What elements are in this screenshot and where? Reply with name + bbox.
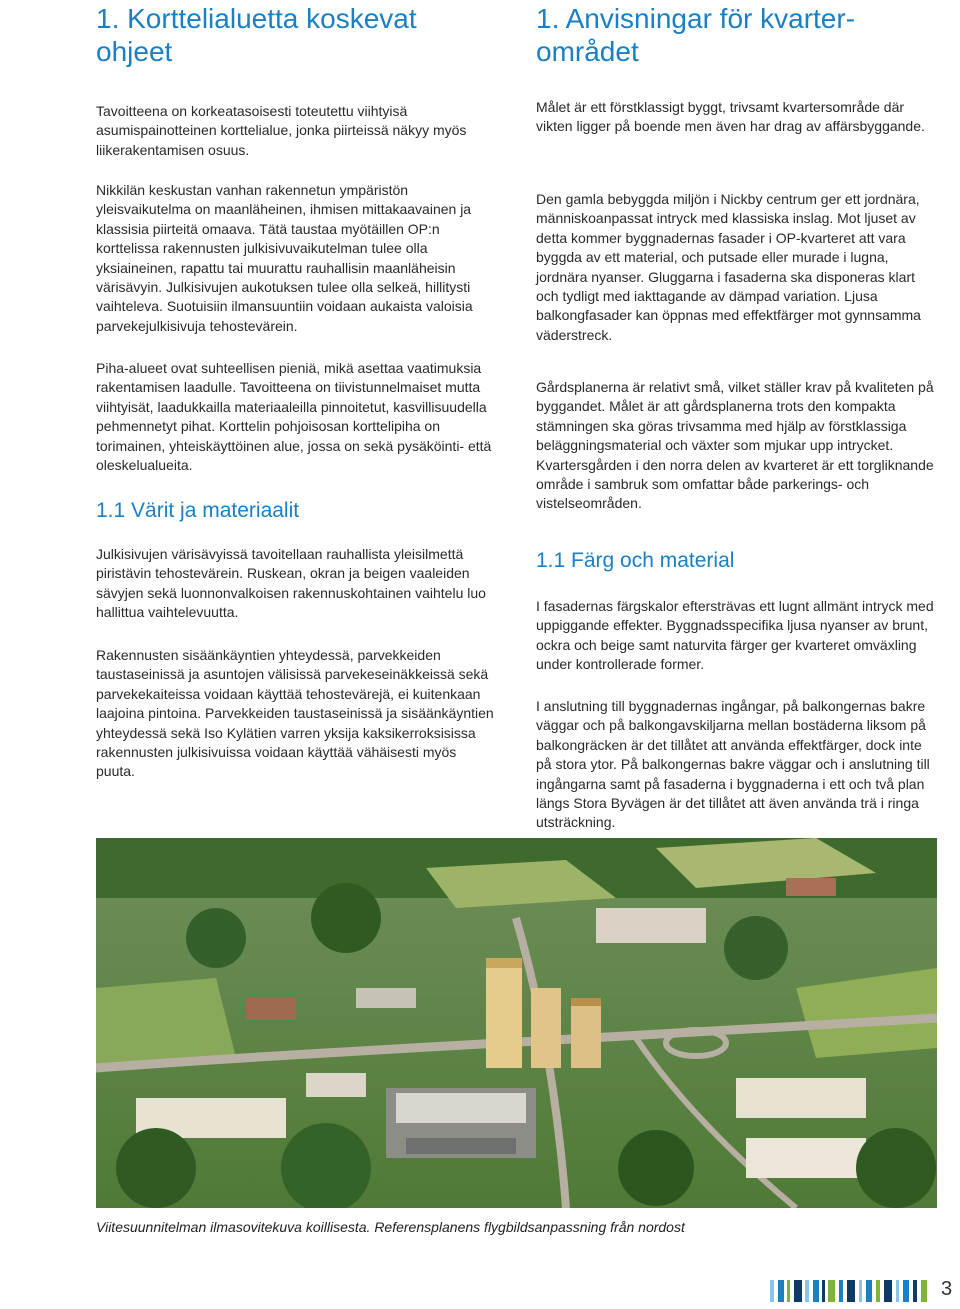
finnish-intro: Tavoitteena on korkeatasoisesti toteutettu viihtyisä asumispainotteinen korttelialue, jonka piirteissä näkyy myös liikerakentamisen osuus. — [96, 103, 467, 158]
swedish-intro: Målet är ett förstklassigt byggt, trivsamt kvartersområde där vikten ligger på boende men även har drag av affärsbyggande. — [536, 99, 925, 135]
swedish-paragraph-2: Gårdsplanerna är relativt små, vilket ställer krav på kvaliteten på byggandet. Målet är att gårdsplanerna trots den kompakta stämningen ska göras trivsamma med hjälp av förstklassiga beläggningsmaterial och växter som mjukar upp intrycket. Kvartersgården i den norra delen av kvarteret är ett torgliknande område i sambruk som omfattar både parkerings- och vistelseområden. — [536, 379, 934, 512]
finnish-paragraph-4: Rakennusten sisäänkäyntien yhteydessä, parvekkeiden taustaseinissä ja asuntojen välisissä parvekeseinäkkeissä sekä parvekekaiteissa voidaan käyttää tehostevärejä, ei kuitenkaan laajoina pintoina. Parvekkeiden taustaseinissä ja sisäänkäyntien yhteydessä sekä Iso Kylätien varren yksija kaksikerroksisissa rakennusten julkisivuissa voidaan käyttää vähäisesti myös puuta. — [96, 647, 494, 780]
finnish-title: 1. Korttelialuetta koskevat ohjeet — [96, 3, 417, 67]
swedish-subtitle: 1.1 Färg och material — [536, 549, 735, 572]
swedish-paragraph-4: I anslutning till byggnadernas ingångar, på balkongernas bakre väggar och på balkongavskiljarna mellan bostäderna liksom på balkongräcken är det tillåtet att använda effektfärger, dock inte på stora ytor. På balkongernas bakre väggar och i anslutning till ingångarna samt på fasaderna i byggnaderna i ett och två plan längs Stora Byvägen är det tillåtet att även använda trä i ringa utsträckning. — [536, 698, 930, 831]
finnish-subtitle: 1.1 Värit ja materiaalit — [96, 499, 300, 522]
page-number: 3 — [941, 1278, 953, 1300]
decorative-bar-strip — [770, 1280, 940, 1302]
swedish-paragraph-1: Den gamla bebyggda miljön i Nickby centrum ger ett jordnära, människoanpassat intryck med klassiska inslag. Mot ljuset av detta kommer byggnadernas fasader i OP-kvarteret att vara byggda av ett material, och putsade eller murade i lugna, jordnära nyanser. Gluggarna i fasaderna ska disponeras klart och tydligt med iakttagande av dämpad variation. Ljusa balkongfasader kan öppnas med effektfärger mot gynnsamma väderstreck. — [536, 191, 921, 343]
finnish-paragraph-3: Julkisivujen värisävyissä tavoitellaan rauhallista yleisilmettä piristävin tehostevärein. Ruskean, okran ja beigen vaaleiden sävyjen sekä luonnonvalkoisen rakennuskohtainen vaihtelu luo hallittua vaihtelevuutta. — [96, 546, 486, 621]
finnish-paragraph-2: Piha-alueet ovat suhteellisen pieniä, mikä asettaa vaatimuksia rakentamisen laadulle. Tavoitteena on tiivistunnelmaiset mutta viihtyisät, laadukkailla materiaaleilla pinnoitetut, kasvillisuudella pehmennetyt pihat. Korttelin pohjoisosan korttelipiha on torimainen, yhteiskäyttöinen alue, jossa on sekä pysäköinti- että oleskelualueita. — [96, 360, 492, 474]
aerial-photo-illustration — [96, 838, 937, 1208]
finnish-paragraph-1: Nikkilän keskustan vanhan rakennetun ympäristön yleisvaikutelma on maanläheinen, ihmisen mittakaavainen ja klassisia piirteitä omaava. Tätä taustaa myötäillen OP:n korttelissa rakennusten julkisivuvaikutelman tulee olla yksiaineinen, rapattu tai muurattu rauhallisin maanläheisin värisävyin. Julkisivujen aukotuksen tulee olla selkeä, hillitysti vaihteleva. Suotuisiin ilmansuuntiin voidaan aukaista valoisia parvekejulkisivuja tehostevärein. — [96, 182, 473, 334]
swedish-paragraph-3: I fasadernas färgskalor eftersträvas ett lugnt allmänt intryck med uppiggande effekter. Byggnadsspecifika ljusa nyanser av brunt, ockra och beige samt naturvita färger ger kvarteret omväxling under kontrollerade former. — [536, 598, 934, 673]
photo-caption: Viitesuunnitelman ilmasovitekuva koillisesta. Referensplanens flygbildsanpassning från nordost — [96, 1219, 685, 1235]
swedish-title: 1. Anvisningar för kvarter-området — [536, 3, 856, 67]
aerial-photo — [96, 838, 937, 1208]
